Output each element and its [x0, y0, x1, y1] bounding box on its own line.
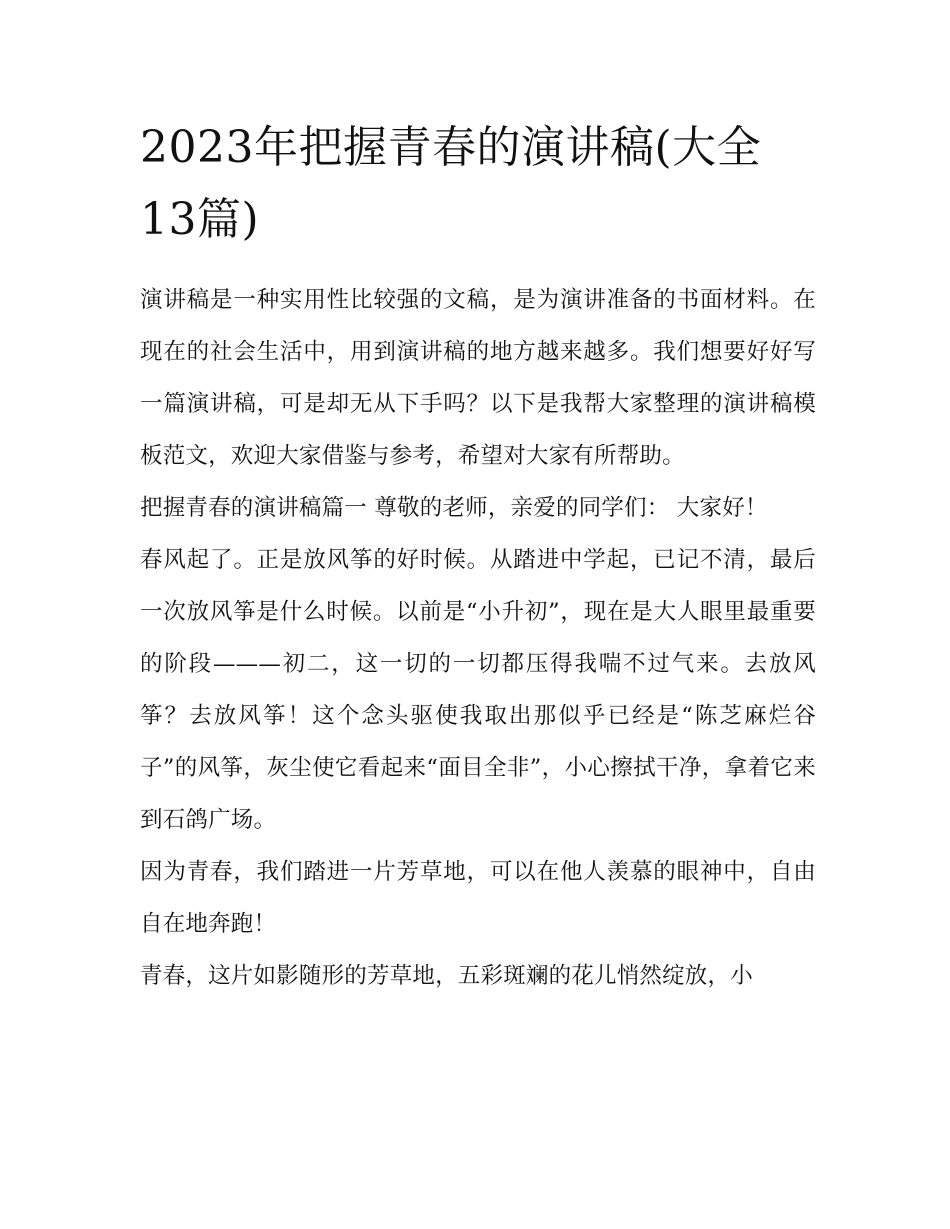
document-page — [140, 112, 816, 1002]
document-title: 2023年把握青春的演讲稿(大全13篇) — [140, 122, 762, 245]
body-paragraph: 因为青春，我们踏进一片芳草地，可以在他人羡慕的眼神中，自由自在地奔跑！ — [140, 859, 816, 937]
body-paragraph: 青春，这片如影随形的芳草地，五彩斑斓的花儿悄然绽放，小 — [140, 963, 753, 989]
body-paragraph: 春风起了。正是放风筝的好时候。从踏进中学起，已记不清，最后一次放风筝是什么时候。以前是“小升初”，现在是大人眼里最重要的阶段———初二，这一切的一切都压得我喘不过气来。去放风筝？去放风筝！这个念头驱使我取出那似乎已经是“陈芝麻烂谷子”的风筝，灰尘使它看起来“面目全非”，小心擦拭干净，拿着它来到石鸽广场。 — [140, 547, 816, 833]
intro-paragraph: 演讲稿是一种实用性比较强的文稿，是为演讲准备的书面材料。在现在的社会生活中，用到演讲稿的地方越来越多。我们想要好好写一篇演讲稿，可是却无从下手吗？以下是我帮大家整理的演讲稿模板范文，欢迎大家借鉴与参考，希望对大家有所帮助。 — [140, 287, 816, 469]
document-body — [140, 274, 816, 1002]
section-heading-paragraph: 把握青春的演讲稿篇一 尊敬的老师，亲爱的同学们： 大家好！ — [140, 495, 768, 521]
